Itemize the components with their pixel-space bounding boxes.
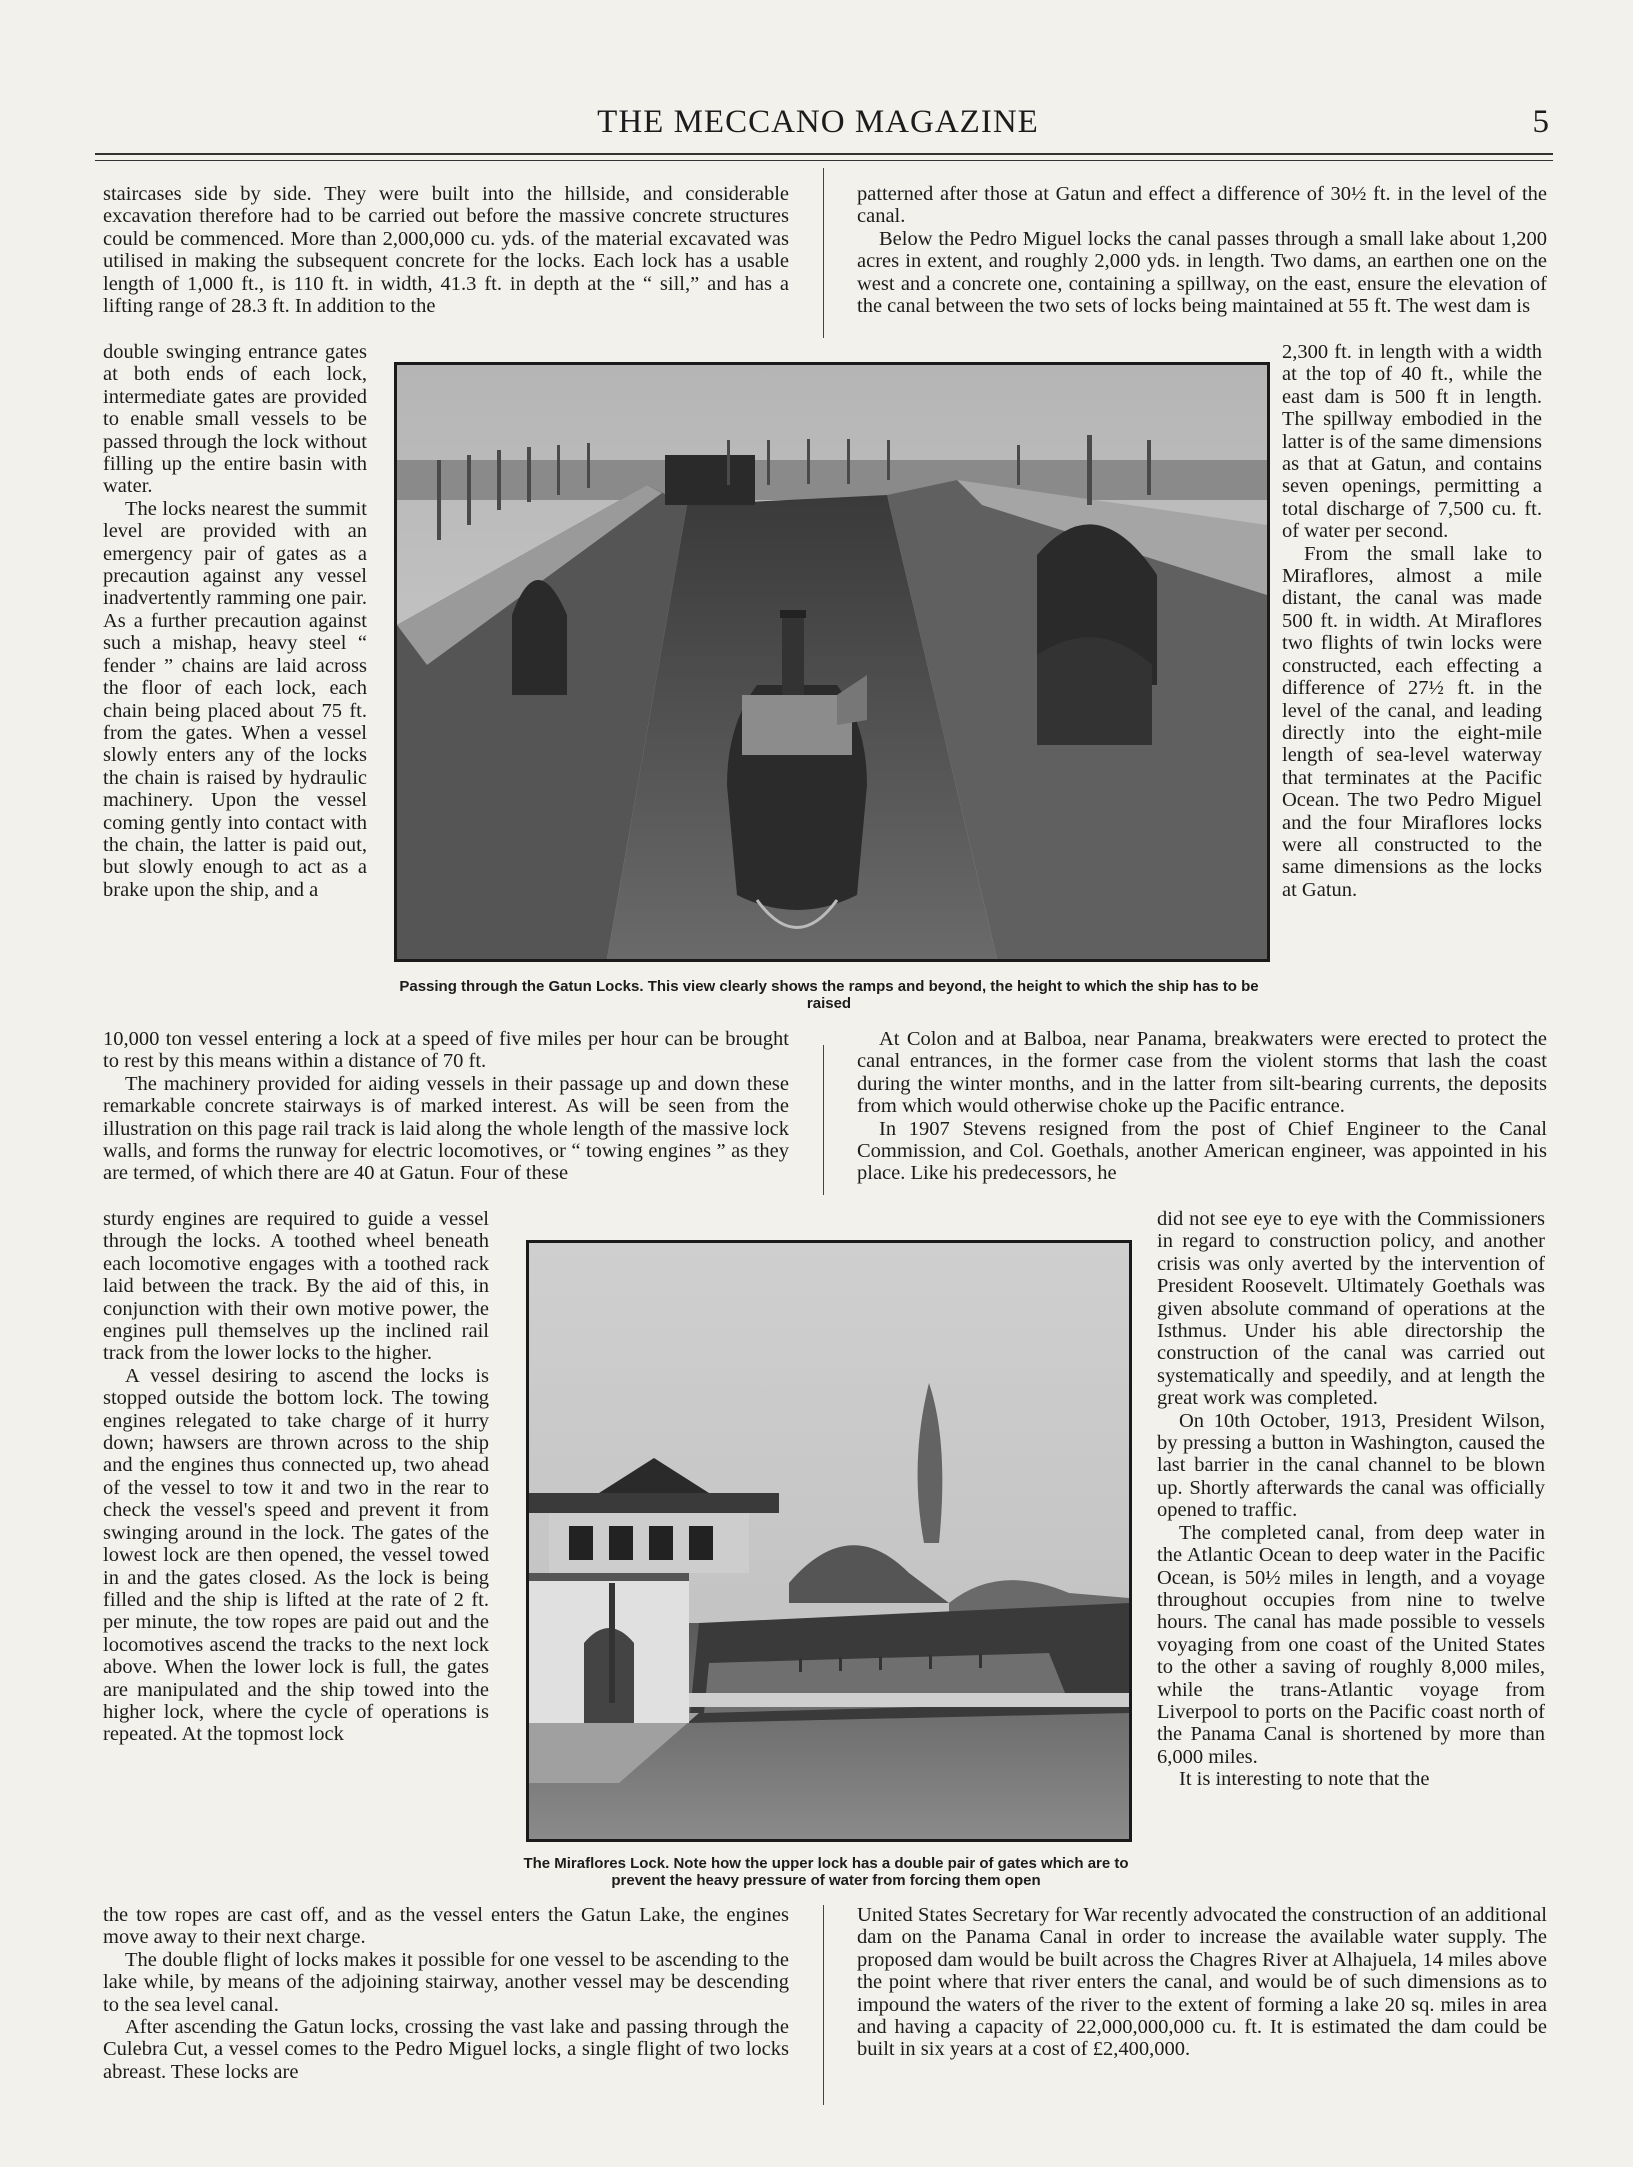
miraflores-lock-caption: The Miraflores Lock. Note how the upper lock has a double pair of gates which are to prevent the heavy pressure of water from forcing them open <box>523 1855 1129 1889</box>
paragraph: Below the Pedro Miguel locks the canal passes through a small lake about 1,200 acres in extent, and roughly 2,000 yds. in length. Two dams, an earthen one on the west and a concrete one, containing a spillway, on the east, ensure the elevation of the canal between the two sets of locks being maintained at 55 ft. The west dam is <box>857 227 1547 318</box>
paragraph: From the small lake to Miraflores, almost a mile distant, the canal was made 500 ft. in width. At Miraflores two flights of twin locks were constructed, each effecting a difference of 27½ ft. in the level of the canal, and leading directly into the eight-mile length of sea-level waterway that terminates at the Pacific Ocean. The two Pedro Miguel and the four Miraflores locks were all constructed to the same dimensions as the locks at Gatun. <box>1282 542 1542 901</box>
paragraph: 10,000 ton vessel entering a lock at a speed of five miles per hour can be brought to rest by this means within a distance of 70 ft. <box>103 1028 789 1073</box>
column-divider <box>823 1905 824 2105</box>
left-column-wrap <box>103 341 367 901</box>
left-column-wrap-2 <box>103 1208 489 1746</box>
header-rule <box>95 153 1553 155</box>
miraflores-lock-photo <box>526 1240 1132 1842</box>
left-column-mid <box>103 1028 789 1185</box>
paragraph: The machinery provided for aiding vessels in their passage up and down these remarkable concrete stairways is of marked interest. As will be seen from the illustration on this page rail track is laid along the whole length of the massive lock walls, and forms the runway for electric locomotives, or “ towing engines ” as they are termed, of which there are 40 at Gatun. Four of these <box>103 1072 789 1185</box>
paragraph: After ascending the Gatun locks, crossing the vast lake and passing through the Culebra Cut, a vessel comes to the Pedro Miguel locks, a single flight of two locks abreast. These locks are <box>103 2016 789 2083</box>
paragraph: did not see eye to eye with the Commissioners in regard to construction policy, and another crisis was only averted by the intervention of President Roosevelt. Ultimately Goethals was given absolute command of operations at the Isthmus. Under his able directorship the construction of the canal was carried out systematically and speedily, and at length the great work was completed. <box>1157 1208 1545 1410</box>
miraflores-lock-illustration <box>529 1243 1129 1839</box>
paragraph: United States Secretary for War recently advocated the construction of an additional dam on the Panama Canal in order to increase the available water supply. The proposed dam would be built across the Chagres River at Alhajuela, 14 miles above the point where that river enters the canal, and would be of such dimensions as to impound the waters of the river to the extent of forming a lake 20 sq. miles in area and having a capacity of 22,000,000,000 cu. ft. It is estimated the dam could be built in six years at a cost of £2,400,000. <box>857 1904 1547 2061</box>
paragraph: sturdy engines are required to guide a vessel through the locks. A toothed wheel beneath each locomotive engages with a toothed rack laid between the track. By the aid of this, in conjunction with their own motive power, the engines pull themselves up the inclined rail track from the lower locks to the higher. <box>103 1208 489 1365</box>
paragraph: patterned after those at Gatun and effect a difference of 30½ ft. in the level of the canal. <box>857 183 1547 228</box>
paragraph: the tow ropes are cast off, and as the vessel enters the Gatun Lake, the engines move away to their next charge. <box>103 1904 789 1949</box>
column-divider <box>823 1045 824 1195</box>
paragraph: The locks nearest the summit level are provided with an emergency pair of gates as a precaution against any vessel inadvertently ramming one pair. As a further precaution against such a mishap, heavy steel “ fender ” chains are laid across the floor of each lock, each chain being placed about 75 ft. from the gates. When a vessel slowly enters any of the locks the chain is raised by hydraulic machinery. Upon the vessel coming gently into contact with the chain, the latter is paid out, but slowly enough to act as a brake upon the ship, and a <box>103 497 367 901</box>
gatun-locks-photo <box>394 362 1270 962</box>
right-column-bottom <box>857 1904 1547 2061</box>
paragraph: The double flight of locks makes it possible for one vessel to be ascending to the lake while, by means of the adjoining stairway, another vessel may be descending to the sea level canal. <box>103 1948 789 2016</box>
paragraph: On 10th October, 1913, President Wilson, by pressing a button in Washington, caused the last barrier in the canal channel to be blown up. Shortly afterwards the canal was officially opened to traffic. <box>1157 1409 1545 1522</box>
page-header <box>95 104 1549 158</box>
paragraph: In 1907 Stevens resigned from the post of Chief Engineer to the Canal Commission, and Col. Goethals, another American engineer, was appointed in his place. Like his predecessors, he <box>857 1117 1547 1185</box>
paragraph: The completed canal, from deep water in the Atlantic Ocean to deep water in the Pacific Ocean, is 50½ miles in length, and a voyage throughout occupies from nine to twelve hours. The canal has made possible to vessels voyaging from one coast of the United States to the other a saving of roughly 8,000 miles, while the trans-Atlantic voyage from Liverpool to ports on the Pacific coast north of the Panama Canal is shortened by more than 6,000 miles. <box>1157 1521 1545 1768</box>
right-column-top <box>857 183 1547 317</box>
paragraph: A vessel desiring to ascend the locks is stopped outside the bottom lock. The towing engines relegated to take charge of it hurry down; hawsers are thrown across to the ship and the engines thus connected up, two ahead of the vessel to tow it and two in the rear to check the vessel's speed and prevent it from swinging around in the lock. The gates of the lowest lock are then opened, the vessel towed in and the gates closed. As the lock is being filled and the ship is lifted at the rate of 2 ft. per minute, the tow ropes are paid out and the locomotives ascend the tracks to the next lock above. When the lower lock is full, the gates are manipulated and the ship towed into the higher lock, where the cycle of operations is repeated. At the topmost lock <box>103 1364 489 1746</box>
right-column-wrap-2 <box>1157 1208 1545 1791</box>
paragraph: 2,300 ft. in length with a width at the top of 40 ft., while the east dam is 500 ft in length. The spillway embodied in the latter is of the same dimensions as that at Gatun, and contains seven openings, permitting a total discharge of 7,500 cu. ft. of water per second. <box>1282 341 1542 543</box>
left-column-bottom <box>103 1904 789 2083</box>
paragraph: staircases side by side. They were built into the hillside, and considerable excavation therefore had to be carried out before the massive concrete structures could be commenced. More than 2,000,000 cu. yds. of the material excavated was utilised in making the subsequent concrete for the locks. Each lock has a usable length of 1,000 ft., is 110 ft. in width, 41.3 ft. in depth at the “ sill,” and has a lifting range of 28.3 ft. In addition to the <box>103 183 789 318</box>
right-column-mid <box>857 1028 1547 1185</box>
gatun-locks-caption: Passing through the Gatun Locks. This view clearly shows the ramps and beyond, the height to which the ship has to be raised <box>399 978 1259 1012</box>
header-rule-thin <box>95 160 1553 161</box>
right-column-wrap <box>1282 341 1542 901</box>
magazine-title: THE MECCANO MAGAZINE <box>597 104 1039 140</box>
left-column-top <box>103 183 789 317</box>
paragraph: double swinging entrance gates at both ends of each lock, intermediate gates are provided to enable small vessels to be passed through the lock without filling up the entire basin with water. <box>103 341 367 498</box>
column-divider <box>823 168 824 338</box>
paragraph: At Colon and at Balboa, near Panama, breakwaters were erected to protect the canal entrances, in the former case from the violent storms that lash the coast during the winter months, and in the latter from silt-bearing currents, the deposits from which would otherwise choke up the Pacific entrance. <box>857 1028 1547 1118</box>
paragraph: It is interesting to note that the <box>1179 1768 1430 1791</box>
gatun-locks-illustration <box>397 365 1267 959</box>
page-number: 5 <box>1532 104 1549 140</box>
